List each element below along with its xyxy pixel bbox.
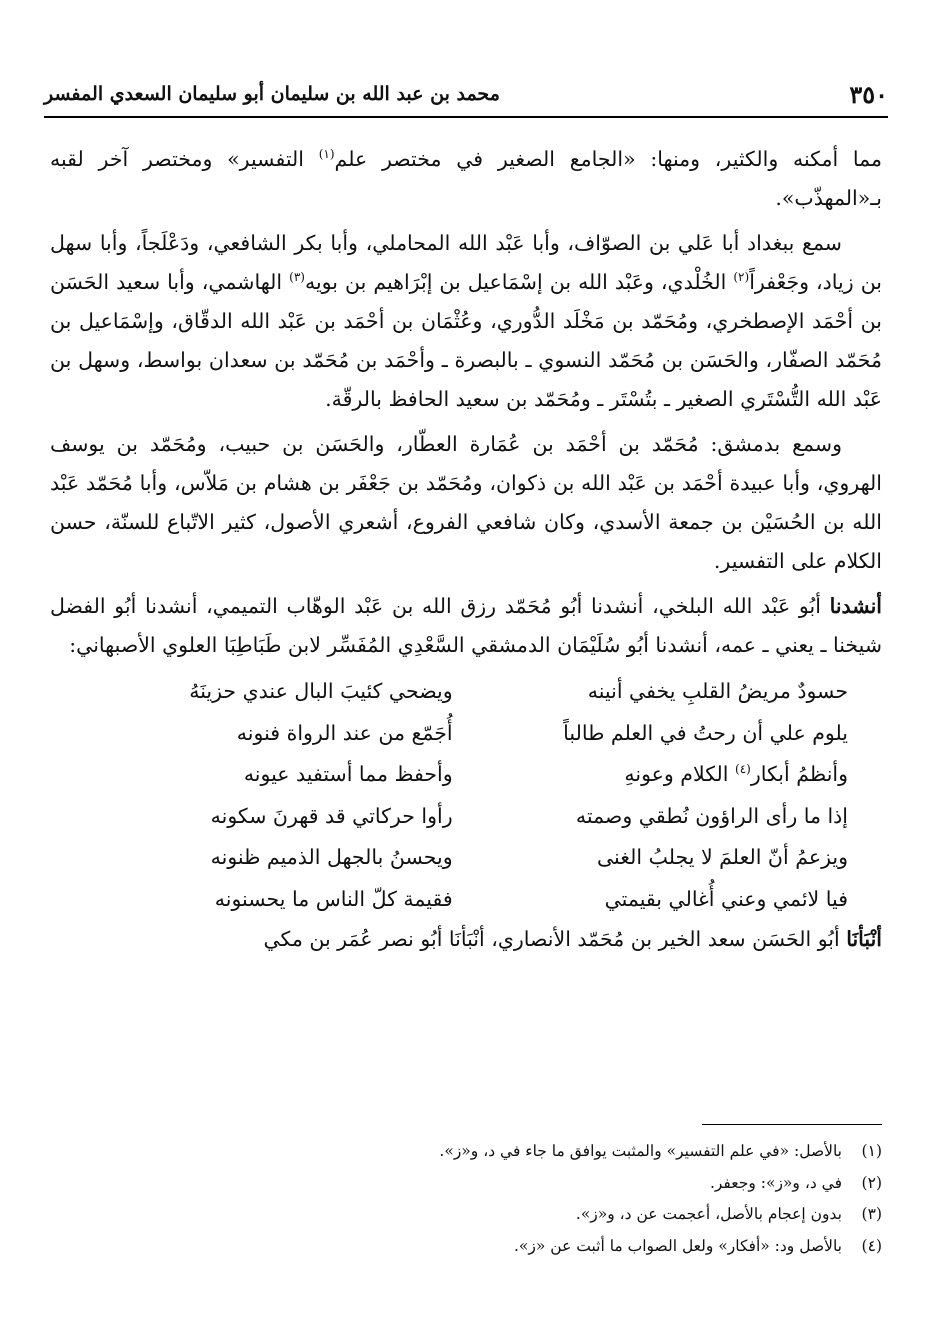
- hemistich-second: ويضحي كئيبَ البال عندي حزينَهُ: [189, 679, 453, 703]
- footnote-rule: [702, 1124, 882, 1125]
- hemistich-second: ويحسنُ بالجهل الذميم ظنونه: [210, 845, 453, 869]
- hemistich-second: أُجَمّع من عند الرواة فنونه: [236, 720, 453, 745]
- footnote-ref-1: (١): [318, 147, 335, 162]
- paragraph-3: وسمع بدمشق: مُحَمّد بن أحْمَد بن عُمَارة العطّار، والحَسَن بن حبيب، ومُحَمّد بن يوسف الهروي، وأبا عبيدة أحْمَد بن عَبْد الله بن ذكوان، ومُحَمّد بن جَعْفَر بن هشام بن مَلاّس، وأبا مُحَمّد عَبْد الله بن الحُسَيْن بن جمعة الأسدي، وكان شافعي الفروع، أشعري الأصول، كثير الاتّباع للسنّة، حسن الكلام على التفسير.: [50, 432, 882, 573]
- hemistich-second: فقيمة كلّ الناس ما يحسنونه: [214, 886, 453, 911]
- footnote: (٣)بدون إعجام بالأصل، أعجمت عن د، و«ز».: [575, 1205, 882, 1223]
- main-text: [50, 140, 882, 965]
- hemistich-first: يلوم علي أن رحتُ في العلم طالباً: [563, 720, 848, 745]
- footnote-ref-4: (٤): [735, 762, 751, 777]
- verse: [50, 837, 882, 879]
- hemistich-first: فيا لائمي وعني أُغالي بقيمتي: [604, 886, 848, 911]
- footnote: (٢)في د، و«ز»: وجعفر.: [709, 1173, 882, 1192]
- hemistich-first: حسودٌ مريضُ القلبِ يخفي أنينه: [587, 679, 848, 703]
- footnotes: [50, 1136, 882, 1262]
- hemistich-first: ويزعمُ أنّ العلمَ لا يجلبُ الغنى: [596, 845, 848, 869]
- closing-paragraph: أنْبَأنَا أبُو الحَسَن سعد الخير بن مُحَمّد الأنصاري، أنْبَأنَا أبُو نصر عُمَر بن مكي: [263, 927, 882, 951]
- verse: [50, 754, 882, 796]
- verse: [50, 796, 882, 838]
- footnote-ref-3: (٣): [289, 270, 305, 285]
- hemistich-first: وأنظمُ أبكار$^{(٤)}$ الكلام وعونهِ: [624, 762, 848, 786]
- poem: [50, 671, 882, 920]
- isnad-lead: أنشدنا: [829, 594, 882, 618]
- footnote: (١)بالأصل: «في علم التفسير» والمثبت يوافق ما جاء في د، و«ز».: [439, 1142, 882, 1160]
- verse: [50, 879, 882, 921]
- hemistich-first: إذا ما رأى الراؤون نُطقي وصمته: [575, 803, 848, 828]
- page-header: [44, 78, 888, 110]
- hemistich-second: رأوا حركاتي قد قهرنَ سكونه: [210, 803, 453, 828]
- running-head: محمد بن عبد الله بن سليمان أبو سليمان السعدي المفسر: [44, 83, 500, 105]
- verse: [50, 713, 882, 755]
- header-rule: [44, 116, 888, 118]
- isnad-lead: أنْبَأنَا: [846, 927, 882, 951]
- footnote: (٤)بالأصل ود: «أفكار» ولعل الصواب ما أثبت عن «ز».: [513, 1236, 882, 1255]
- footnote-ref-2: (٢): [733, 270, 750, 285]
- paragraph-4: أنشدنا أبُو عَبْد الله البلخي، أنشدنا أبُو مُحَمّد رزق الله بن عَبْد الوهّاب التميمي، أنشدنا أبُو الفضل شيخنا ـ يعني ـ عمه، أنشدنا أبُو سُلَيْمَان الدمشقي السَّعْدِي المُفَسِّر لابن طَبَاطِبَا العلوي الأصبهاني:: [50, 594, 882, 657]
- paragraph-2: سمع ببغداد أبا عَلي بن الصوّاف، وأبا عَبْد الله المحاملي، وأبا بكر الشافعي، ودَعْلَجاً، وأبا سهل بن زياد، وجَعْفراً$^{(٢)}$ الخُلْدي، وعَبْد الله بن إسْمَاعيل بن إبْرَاهيم بن بويه$^{(٣)}$ الهاشمي، وأبا سعيد الحَسَن بن أحْمَد الإصطخري، ومُحَمّد بن مَخْلَد الدُّوري، وعُثْمَان بن أحْمَد بن عَبْد الله الدقّاق، وإسْمَاعيل بن مُحَمّد الصفّار، والحَسَن بن مُحَمّد النسوي ـ بالبصرة ـ وأحْمَد بن مُحَمّد بن سعدان بواسط، وسهل بن عَبْد الله التُّسْتَري الصغير ـ بتُسْتَر ـ ومُحَمّد بن سعيد الحافظ بالرقّة.: [50, 231, 883, 411]
- page-number: ٣٥٠: [849, 79, 888, 109]
- verse: [50, 671, 882, 713]
- paragraph-1: مما أمكنه والكثير، ومنها: «الجامع الصغير في مختصر علم$^{(١)}$ التفسير» ومختصر آخر لقبه بـ«المهذّب».: [50, 147, 882, 210]
- hemistich-second: وأحفظ مما أستفيد عيونه: [243, 762, 453, 786]
